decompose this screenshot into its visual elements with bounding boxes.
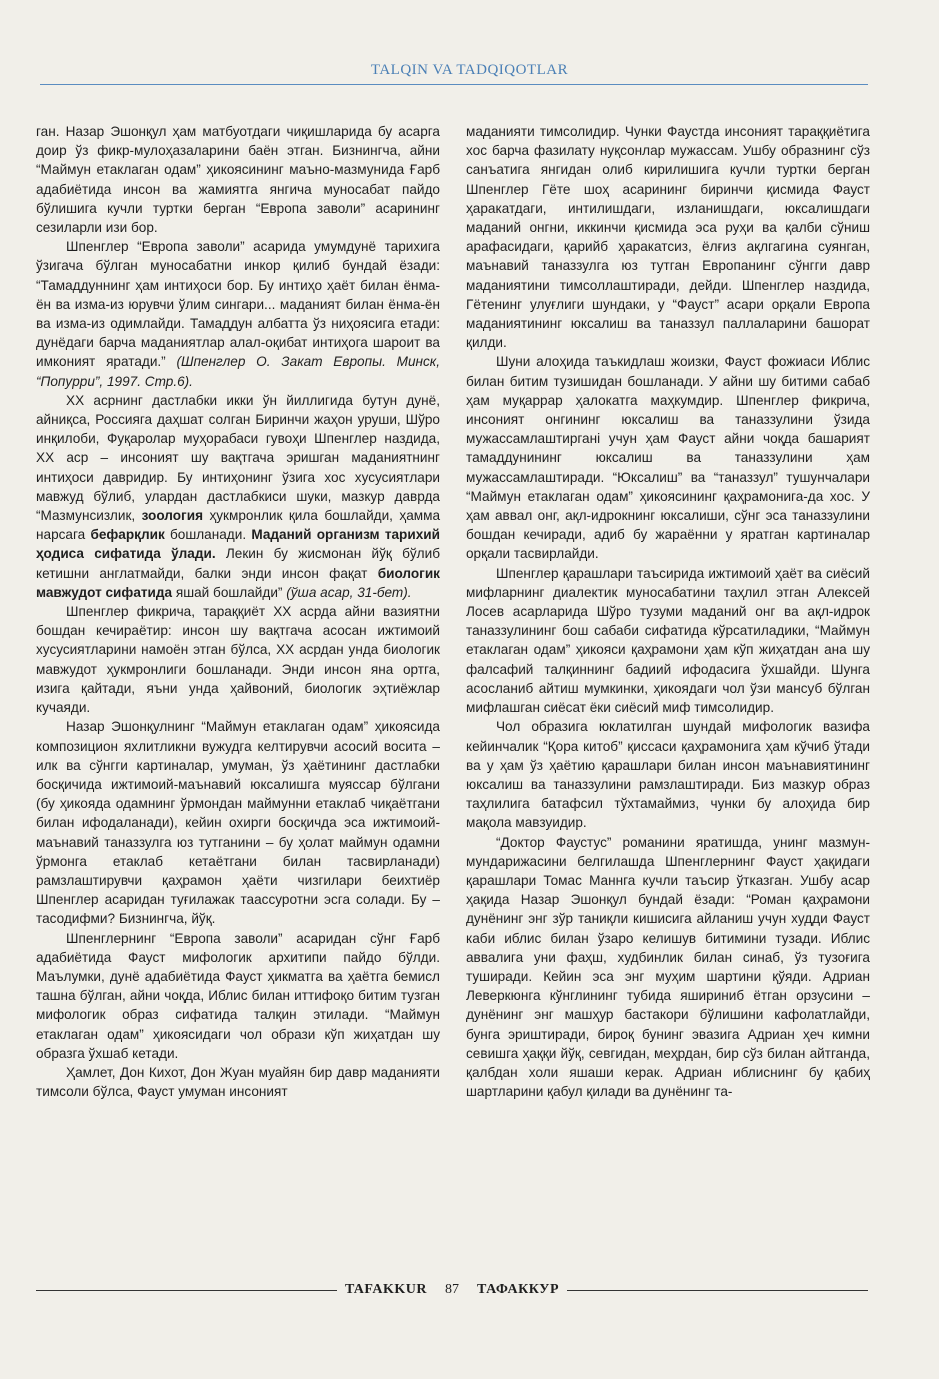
paragraph: [36, 717, 440, 928]
paragraph: [466, 833, 870, 1102]
bold-text: биологик мавжудот сифатида: [36, 565, 440, 600]
text-run: XX асрнинг дастлабки икки ўн йиллигида бутун дунё, айниқса, Россияга даҳшат солган Биринчи жаҳон уруши, Шўро инқилоби, Фуқаролар муҳорабаси гувоҳи Шпенглер наздида, XX аср – инсоният шу вақтгача эришган маданиятнинг интиҳоси давридир. Бу интиҳонинг ўзига хос хусусиятлари мавжуд бўлиб, улардан дастлабкиси шуки, мазкур даврда “Мазмунсизлик,: [36, 392, 440, 524]
header-divider: [40, 84, 868, 85]
paragraph: [466, 717, 870, 832]
paragraph: [466, 122, 870, 352]
page-footer: [36, 1282, 868, 1298]
journal-section-title: TALQIN VA TADQIQOTLAR: [370, 62, 569, 78]
bold-text: бефарқлик: [90, 527, 165, 543]
paragraph: [36, 237, 440, 391]
text-run: Шпенглер қарашлари таъсирида ижтимоий ҳаёт ва сиёсий мифларнинг диалектик муносабатини таҳлил этган Алексей Лосев асарларида Шўро тузуми маданий онг ва ақл-идрок таназзулининг бош сабаби сифатида кўрсатиладики, “Маймун етаклаган одам” ҳикояси қаҳрамони ҳам кўп жиҳатдан ана шу фалсафий талқиннинг бадиий ифодасига ўхшайди. Шунга асосланиб айтиш мумкинки, ҳикоядаги чол ўзи мансуб бўлган мифлашган сиёсат ёки сиёсий миф тимсолидир.: [466, 565, 870, 716]
text-run: Лекин бу жисмонан йўқ бўлиб кетишни англатмайди, балки энди инсон фақат: [36, 546, 440, 581]
text-run: Назар Эшонқулнинг “Маймун етаклаган одам” ҳикоясида композицион яхлитликни вужудга келтирувчи асосий восита – илк ва сўнгги картиналар, умуман, ўз ҳаётининг дастлабки босқичида ижтимоий-маънавий юксалишга муяссар бўлгани (бу ҳикояда одамнинг ўрмондан маймунни етаклаб чиқаётгани билан ифодаланади), кейин охирги босқичда эса ижтимоий-маънавий таназзулга юз тутганини – бу ҳолат маймун одамни ўрмонга етаклаб кетаётгани билан тасвирланади) рамзлаштирувчи қаҳрамон ҳаёти чизгилари беихтиёр Шпенглер асаридан туғилажак таассуротни эсга солади. Бу – тасодифми? Бизнингча, йўқ.: [36, 719, 440, 927]
left-text-column: [36, 122, 440, 1101]
paragraph: [466, 352, 870, 563]
paragraph: [36, 122, 440, 237]
footer-rule-right: [567, 1290, 868, 1291]
text-run: бошланади.: [164, 527, 252, 543]
text-run: Чол образига юклатилган шундай мифологик вазифа кейинчалик “Қора китоб” қиссаси қаҳрамонига ҳам кўчиб ўтади ва у ҳам ўз ҳаётию қарашлари билан инсон маънавиятининг юксалиш ва таназзулини рамзлаштиради. Биз мазкур образ таҳлилига батафсил тўхтамаймиз, чунки бу алоҳида бир мақола мавзуидир.: [466, 719, 870, 831]
paragraph: [36, 602, 440, 717]
italic-citation: (ўша асар, 31-бет).: [286, 584, 412, 600]
text-run: ҳукмронлик қила бошлайди, ҳамма нарсага: [36, 508, 441, 543]
text-run: Ҳамлет, Дон Кихот, Дон Жуан муайян бир давр маданияти тимсоли бўлса, Фауст умуман инсоният: [36, 1064, 440, 1100]
footer-journal-name-latin: TAFAKKUR: [344, 1282, 428, 1297]
paragraph: [36, 391, 440, 602]
footer-journal-name-cyrillic: ТАФАККУР: [477, 1282, 560, 1297]
bold-text: зоология: [141, 508, 204, 524]
text-run: яшай бошлайди”: [172, 584, 287, 600]
page-number: 87: [445, 1282, 460, 1297]
paragraph: [36, 929, 440, 1063]
text-run: Шпенглернинг “Европа заволи” асаридан сўнг Ғарб адабиётида Фауст мифологик архитипи пайдо бўлди. Маълумки, дунё адабиётида Фауст ҳикматга ва ҳаётга бемисл ташна бўлган, айни чоқда, Иблис билан иттифоқо битим тузган мифологик образ сифатида талқин этилади. “Маймун етаклаган одам” ҳикоясидаги чол образи кўп жиҳатдан шу образга ўхшаб кетади.: [36, 930, 440, 1061]
paragraph: [36, 1063, 440, 1101]
text-run: Шуни алоҳида таъкидлаш жоизки, Фауст фожиаси Иблис билан битим тузишидан бошланади. У айни шу битими сабаб ҳам муқаррар ҳалокатга маҳкумдир. Шпенглер фикрича, инсоният онгининг юксалиш ва таназзулини ўзида мужассамлаштирганi учун ҳам Фауст айни чоқда башарият тамаддунининг юксалиш ва таназзулини ҳам мужассамлаштиради. “Юксалиш” ва “таназзул” тушунчалари “Маймун етаклаган одам” ҳикоясининг қаҳрамонига-да хос. У ҳам аввал онг, ақл-идрокнинг юксалиши, сўнг эса таназзулини бошдан кечиради, адиб бу жараённи у яратган картиналар орқали тасвирлайди.: [466, 354, 870, 562]
right-text-column: [466, 122, 870, 1101]
text-run: Шпенглер “Европа заволи” асарида умумдунё тарихига ўзигача бўлган муносабатни инкор қилиб бундай ёзади: “Тамаддуннинг ҳам интиҳоси бор. Бу интиҳо ҳаёт билан ёнма-ён ва изма-из юрувчи ўлим сингари... маданият билан ёнма-ён ва изма-из одимлайди. Тамаддун албатта ўз ниҳоясига етади: дунёдаги барча маданиятлар алал-оқибат интиҳога шароит ва имконият яратади.”: [36, 239, 440, 370]
text-run: “Доктор Фаустус” романини яратишда, унинг мазмун-мундарижасини белгилашда Шпенглернинг Фауст ҳақидаги қарашлари Томас Маннга кучли таъсир ўтказган. Ушбу асар ҳақида Назар Эшонқул бундай ёзади: “Роман қаҳрамони дунёнинг энг зўр таниқли кишисига айланиш учун худди Фауст каби иблис билан ўзаро келишув битимини тузади. Иблис аввалига уни фаҳш, худбинлик билан синаб, ўз тузоғига туширади. Кейин эса энг муҳим шартини қўяди. Адриан Леверкюнга кўнглининг тубида яшириниб ётган орзусини – дунёнинг энг машҳур бастакори бўлишини кафолатлайди, бунга эриштиради, бироқ бунинг эвазига Адриан ҳеч кимни севишга ҳаққи йўқ, севгидан, меҳрдан, бир сўз билан айтганда, қалбдан холи яшаши керак. Адриан иблиснинг бу қабиҳ шартларини қабул қилади ва дунёнинг та-: [466, 834, 870, 1100]
footer-rule-left: [36, 1290, 337, 1291]
text-run: Шпенглер фикрича, тараққиёт XX асрда айни вазиятни бошдан кечираётир: инсон шу вақтгача асосан ижтимоий хусусиятларини намоён этган бўлса, XX асрдан унда биологик мавжудот ҳукмронлиги бошланади. Энди инсон яна ортга, изига қайтади, яъни унда ҳайвоний, биологик эҳтиёжлар кучаяди.: [36, 604, 440, 716]
italic-citation: (Шпенглер О. Закат Европы. Минск, “Попурри”, 1997. Стр.6).: [36, 354, 440, 389]
text-run: маданияти тимсолидир. Чунки Фаустда инсоният тараққиётига хос барча фазилату нуқсонлар мужассам. Ушбу образнинг сўз санъатига янгидан олиб кирилишига кучли туртки берган Шпенглер Гёте шоҳ асарининг биринчи қисмида Фауст ҳаракатдаги, интилишдаги, изланишдаги, юксалишдаги маданий онгни, иккинчи қисмида эса руҳи ва қалби сўниш арафасидаги, қарийб ҳаракатсиз, ёлғиз ақлгагина суянган, маънавий таназзулга юз тутган Европанинг сўнгги давр маданиятини тимсоллаштиради, дейди. Шпенглер наздида, Гётенинг улуғлиги шундаки, у “Фауст” асари орқали Европа маданиятининг юксалиш ва таназзул паллаларини башорат қилди.: [466, 124, 870, 351]
text-run: ган. Назар Эшонқул ҳам матбуотдаги чиқишларида бу асарга доир ўз фикр-мулоҳазаларини баён этган. Бизнингча, айни “Маймун етаклаган одам” ҳикоясининг маъно-мазмунида Ғарб адабиётида инсон ва жамиятга янгича муносабат пайдо бўлишига кучли туртки берган “Европа заволи” асарининг сезиларли изи бор.: [36, 124, 440, 236]
bold-text: Маданий организм тарихий ҳодиса сифатида ўлади.: [36, 527, 440, 562]
paragraph: [466, 564, 870, 718]
